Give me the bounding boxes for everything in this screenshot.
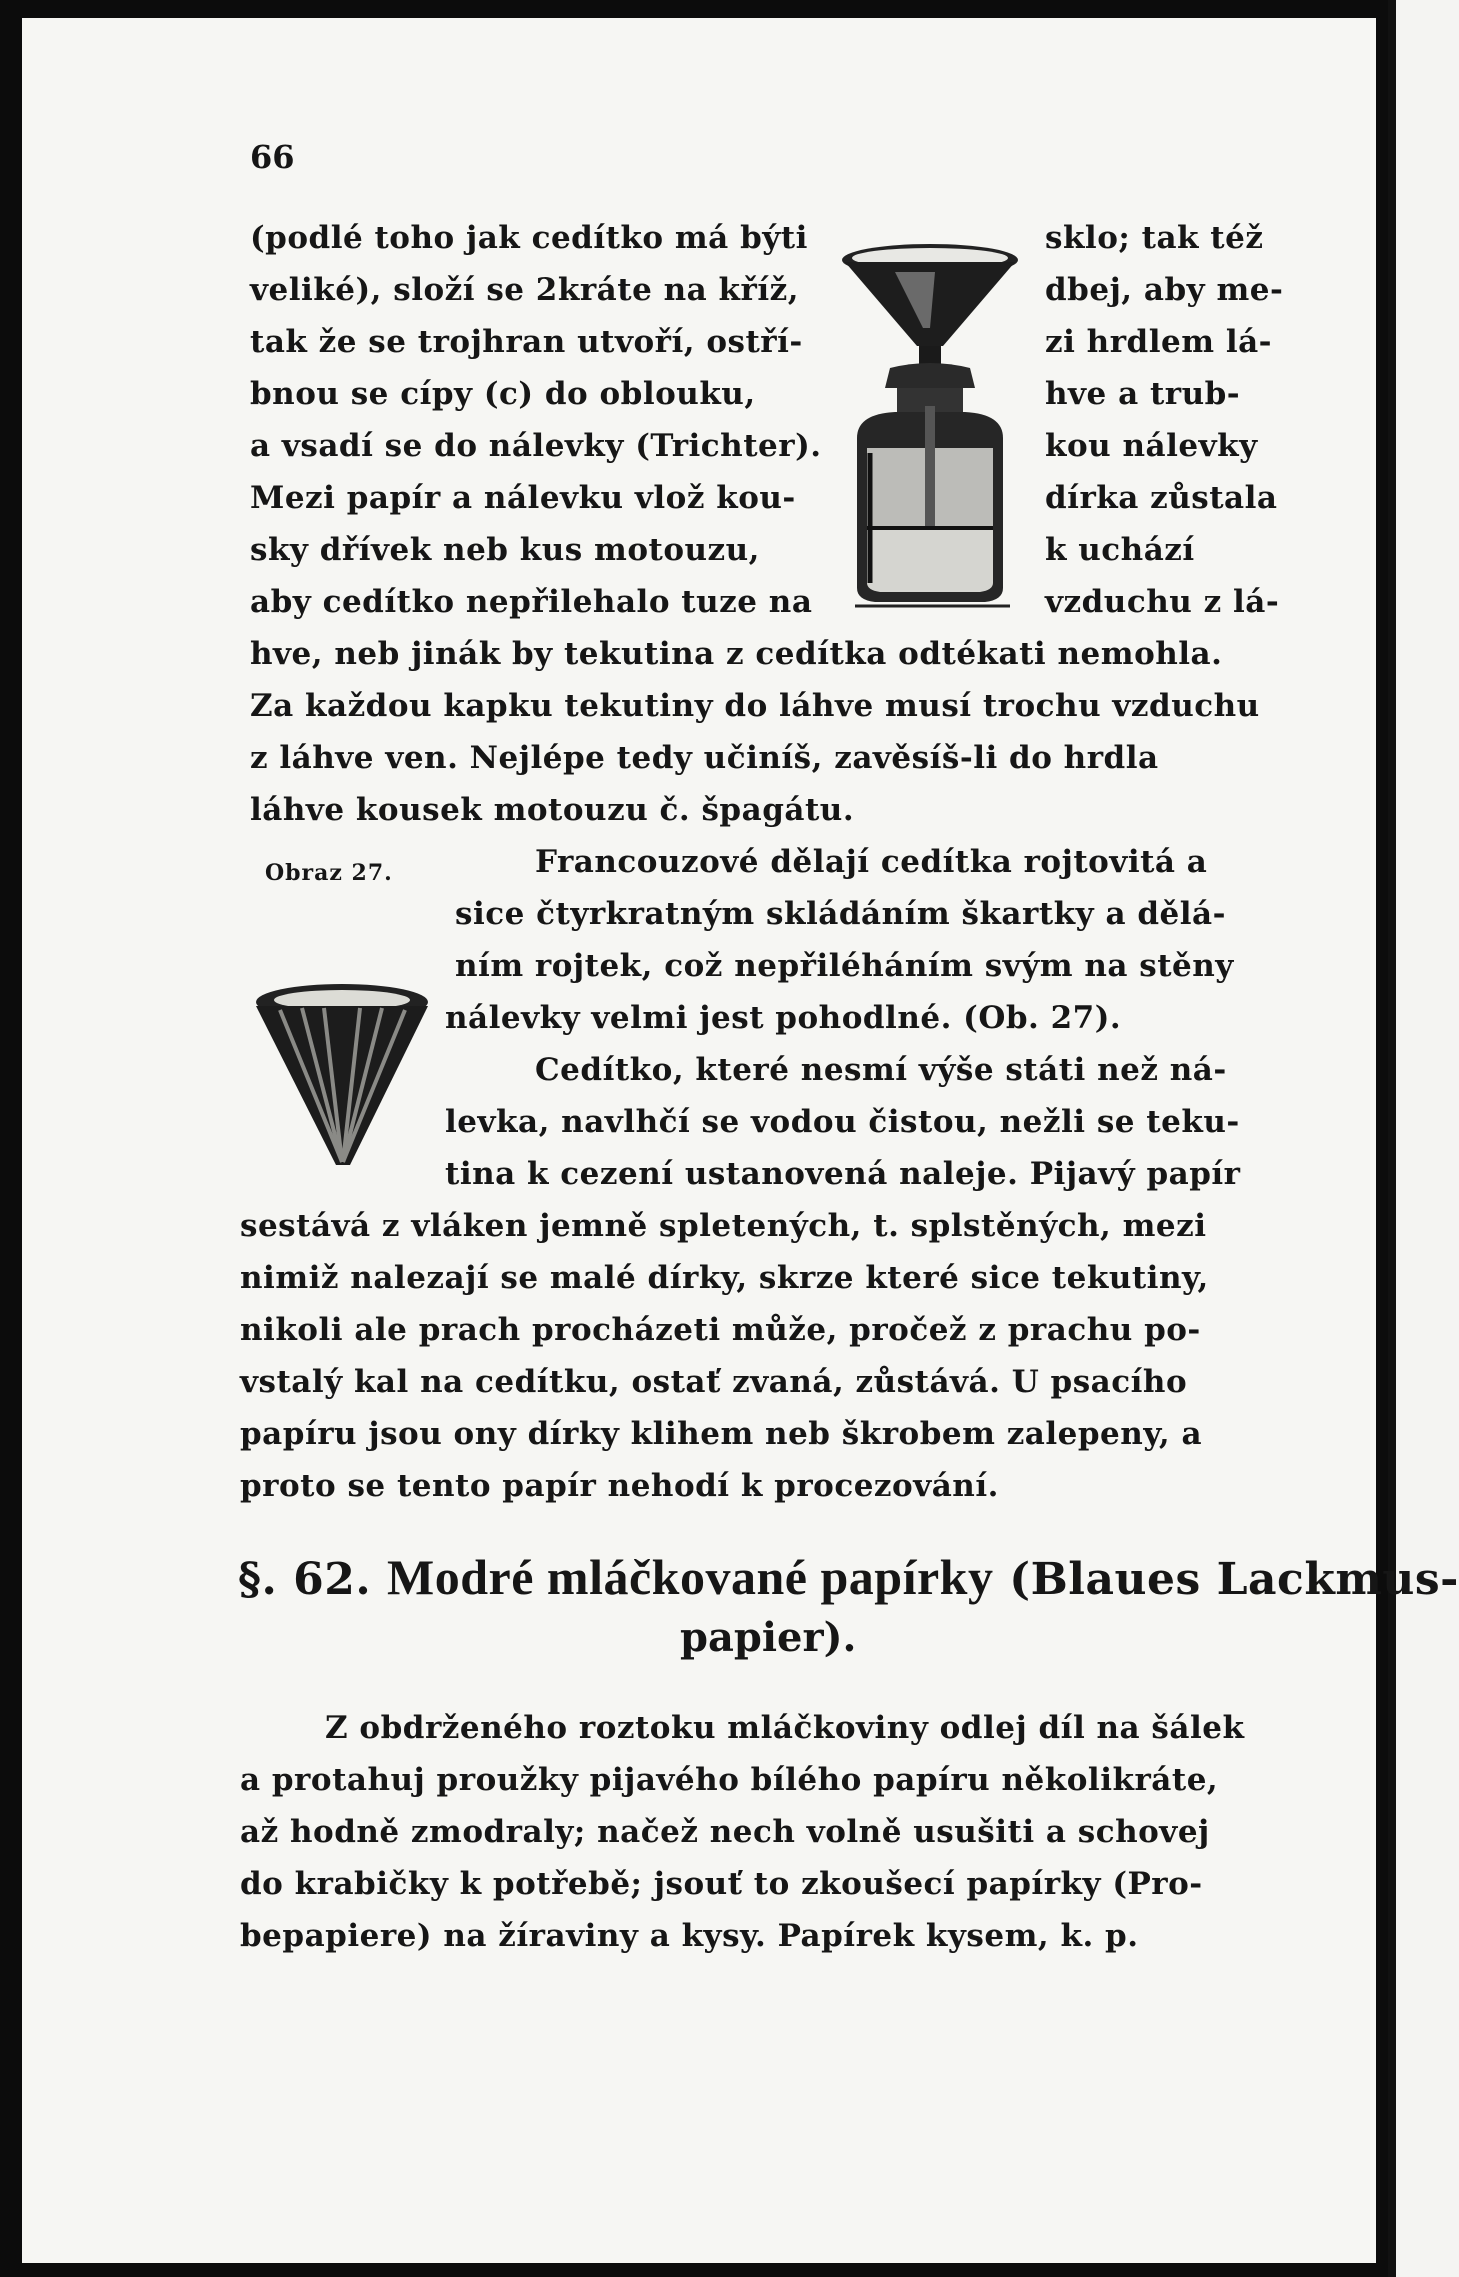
section-german: (Blaues Lackmus-	[1009, 1554, 1459, 1605]
text-line: do krabičky k potřebě; jsouť to zkoušecí papírky (Pro-	[240, 1866, 1203, 1902]
text-line: bepapiere) na žíraviny a kysy. Papírek kysem, k. p.	[240, 1918, 1139, 1954]
text-line: Za každou kapku tekutiny do láhve musí trochu vzduchu	[250, 688, 1260, 724]
text-line: sklo; tak též	[1045, 220, 1264, 256]
text-line: sestává z vláken jemně spletených, t. splstěných, mezi	[240, 1208, 1207, 1244]
text-line: Z obdrženého roztoku mláčkoviny odlej díl na šálek	[325, 1710, 1245, 1746]
text-line: vzduchu z lá-	[1045, 584, 1280, 620]
text-line: láhve kousek motouzu č. špagátu.	[250, 792, 855, 828]
scan-edge	[1388, 0, 1396, 2277]
text-line: tak že se trojhran utvoří, ostří-	[250, 324, 803, 360]
text-line: nikoli ale prach procházeti může, pročež z prachu po-	[240, 1312, 1201, 1348]
text-line: dírka zůstala	[1045, 480, 1278, 516]
text-line: sice čtyrkratným skládáním škartky a dělá-	[455, 896, 1226, 932]
figure-caption: Obraz 27.	[265, 860, 393, 886]
text-line: ním rojtek, což nepřiléháním svým na stěny	[455, 948, 1234, 984]
text-line: dbej, aby me-	[1045, 272, 1284, 308]
text-line: zi hrdlem lá-	[1045, 324, 1273, 360]
text-line: nálevky velmi jest pohodlné. (Ob. 27).	[445, 1000, 1122, 1036]
funnel-bottle-illustration	[835, 238, 1025, 608]
page-number: 66	[250, 138, 295, 176]
text-line: papíru jsou ony dírky klihem neb škrobem zalepeny, a	[240, 1416, 1203, 1452]
fluted-filter-illustration	[250, 980, 435, 1170]
text-line: Mezi papír a nálevku vlož kou-	[250, 480, 796, 516]
text-line: z láhve ven. Nejlépe tedy učiníš, zavěsíš-li do hrdla	[250, 740, 1159, 776]
text-line: Francouzové dělají cedítka rojtovitá a	[535, 844, 1208, 880]
text-line: k uchází	[1045, 532, 1195, 568]
text-line: aby cedítko nepřilehalo tuze na	[250, 584, 813, 620]
text-line: kou nálevky	[1045, 428, 1258, 464]
text-line: hve a trub-	[1045, 376, 1241, 412]
text-line: a protahuj proužky pijavého bílého papíru několikráte,	[240, 1762, 1219, 1798]
text-line: (podlé toho jak cedítko má býti	[250, 220, 808, 256]
text-line: veliké), složí se 2kráte na kříž,	[250, 272, 799, 308]
text-line: sky dřívek neb kus motouzu,	[250, 532, 760, 568]
text-line: nimiž nalezají se malé dírky, skrze které sice tekutiny,	[240, 1260, 1209, 1296]
section-heading	[238, 1548, 1459, 1606]
text-line: Cedítko, které nesmí výše státi než ná-	[535, 1052, 1227, 1088]
section-title: Modré mláčkované papírky	[387, 1549, 994, 1605]
text-line: až hodně zmodraly; načež nech volně usušiti a schovej	[240, 1814, 1210, 1850]
text-line: vstalý kal na cedítku, ostať zvaná, zůstává. U psacího	[240, 1364, 1188, 1400]
section-heading-continued: papier).	[680, 1614, 857, 1661]
text-line: bnou se cípy (c) do oblouku,	[250, 376, 756, 412]
text-line: hve, neb jinák by tekutina z cedítka odtékati nemohla.	[250, 636, 1223, 672]
text-line: a vsadí se do nálevky (Trichter).	[250, 428, 822, 464]
text-line: proto se tento papír nehodí k procezování.	[240, 1468, 999, 1504]
section-number: §. 62.	[238, 1554, 372, 1605]
text-line: levka, navlhčí se vodou čistou, nežli se teku-	[445, 1104, 1240, 1140]
text-line: tina k cezení ustanovená naleje. Pijavý papír	[445, 1156, 1241, 1192]
